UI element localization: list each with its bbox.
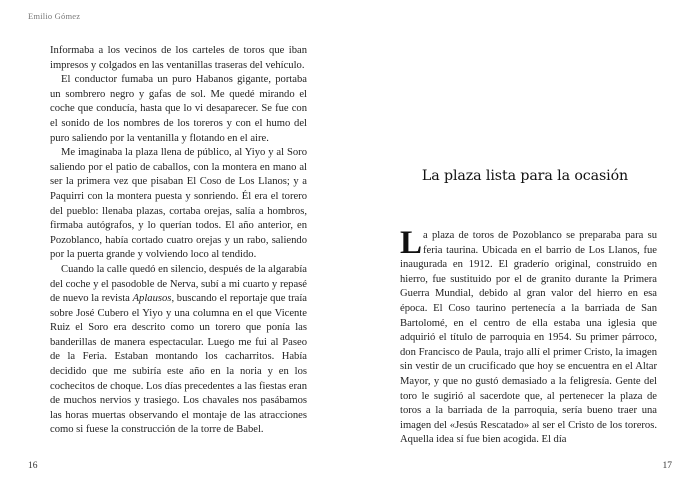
paragraph: [400, 225, 657, 448]
paragraph: El conductor fumaba un puro Habanos gigante, portaba un sombrero negro y gafas de sol. Me quedé mirando el coche que conducía, hasta que lo vi desaparecer. Se fue con el sonido de los nombres de los toreros y con el humo del puro saliendo por la ventanilla y flotando en el aire.: [50, 74, 307, 144]
paragraph: Informaba a los vecinos de los carteles de toros que iban impresos y colgados en las ventanillas traseras del vehículo.: [50, 45, 307, 71]
paragraph-text: , buscando el reportaje que traía sobre José Cubero el Yiyo y una columna en el que Vicente Ruiz el Soro era descrito como un torero que ponía las banderillas de manera espectacular. Luego me fui al Paseo de la Feria. Estaban montando los cacharritos. Había decidido que me subiría este año en la noria y en los cochecitos de choque. Los días precedentes a las fiestas eran de muchos nervios y trasiego. Los chavales nos pasábamos las horas muertas observando el montaje de las atracciones como si fuese la construcción de la torre de Babel.: [50, 293, 307, 436]
running-head-author: Emilio Gómez: [28, 11, 81, 21]
paragraph-text: Cuando la calle quedó en silencio, después de la algarabía del coche y el pasodoble de Nerva, subí a mi cuarto y repasé de nuevo la revista: [50, 263, 307, 305]
right-page-body: [400, 225, 657, 448]
page-number: 17: [662, 461, 672, 471]
paragraph-text: a plaza de toros de Pozoblanco se preparaba para su feria taurina. Ubicada en el barrio de Los Llanos, fue inaugurada en 1912. El graderío original, construido en hierro, fue sustituido por el de granito durante la Primera Guerra Mundial, debido al gran valor del hierro en esa época. El Coso taurino pertenecía a la barriada de San Bartolomé, en el centro de ella estaba una iglesia que adquirió el título de parroquia en 1954. Su primer párroco, don Francisco de Paula, trajo allí el primer Cristo, la imagen sin vestir de un crucificado que hoy se encuentra en el Altar Mayor, y que no gustó demasiado a la feligresía. Gente del toro le sugirió al sacerdote que, al pertenecer la plaza de toros a la barriada de la parroquia, sería bueno traer una imagen del «Jesús Rescatado» al ser el Cristo de los toreros. Aquella idea sí fue bien acogida. El día: [400, 230, 657, 446]
chapter-title: La plaza lista para la ocasión: [421, 168, 629, 184]
magazine-title: Aplausos: [132, 293, 172, 305]
drop-cap: L: [400, 225, 423, 261]
right-page: [350, 0, 700, 490]
left-page-body: [50, 44, 307, 438]
paragraph: [50, 263, 307, 438]
page-number: 16: [28, 461, 38, 471]
paragraph: Me imaginaba la plaza llena de público, al Yiyo y al Soro saliendo por el patio de caballos, con la montera en mano al ser la primera vez que pisaban El Coso de Los Llanos; y a Paquirri con la montera puesta y sonriendo. Él era el torero del pueblo: llenaba plazas, cortaba orejas, salía a hombros, firmaba autógrafos, y lo querían todos. El año anterior, en Pozoblanco, había cortado cuatro orejas y un rabo, saliendo por la puerta grande y volviendo loco al tendido.: [50, 147, 307, 261]
